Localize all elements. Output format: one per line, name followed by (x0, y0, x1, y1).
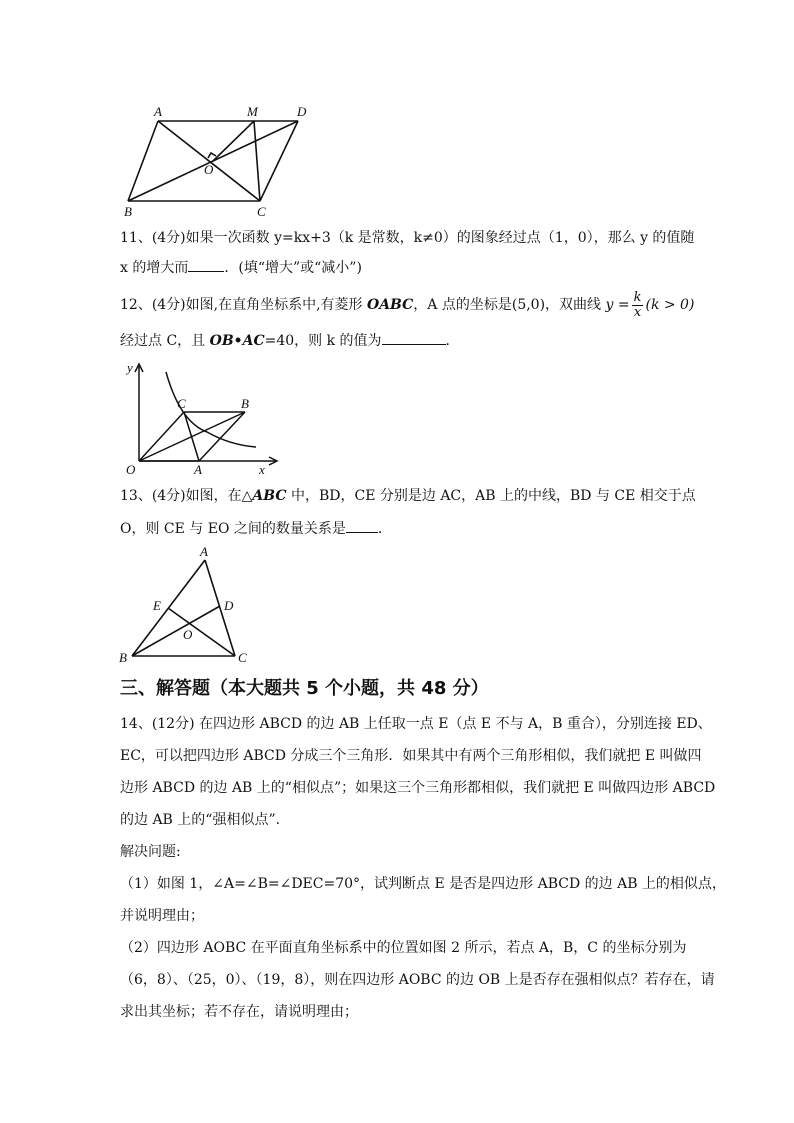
q14-text: 的边 AB 上的“强相似点”. (120, 812, 281, 828)
q14-text: 14、(12分) 在四边形 ABCD 的边 AB 上任取一点 E（点 E 不与 A，B 重合），分别连接 ED、 (120, 716, 712, 732)
q14-text: （6，8）、（25，0）、（19，8），则在四边形 AOBC 的边 OB 上是否存在强相似点？若存在，请 (120, 972, 715, 988)
q14-line7 (120, 906, 680, 926)
label-e: E (153, 598, 161, 613)
label-c: C (257, 204, 266, 219)
triangle-figure (115, 543, 255, 668)
q12-text-mid: ，A 点的坐标是(5,0)，双曲线 (413, 297, 606, 313)
q12-text-prefix: 12、(4分)如图,在直角坐标系中,有菱形 (120, 297, 367, 313)
segment-mb (254, 121, 260, 201)
q14-line8 (120, 938, 687, 958)
q11-line2 (120, 257, 680, 278)
q12-condition: (k > 0) (645, 297, 695, 313)
segment-mo (213, 121, 254, 161)
label-c: C (238, 650, 247, 665)
q14-text: （2）四边形 AOBC 在平面直角坐标系中的位置如图 2 所示，若点 A，B，C 的坐标分别为 (120, 940, 687, 956)
q12-text-2b: =40，则 k 的值为 (264, 333, 382, 349)
label-m: M (247, 104, 258, 119)
q12-fraction-numerator: k (633, 289, 642, 305)
q14-line4 (120, 810, 680, 830)
label-d: D (297, 104, 307, 119)
label-b: B (241, 396, 249, 411)
rhombus-figure (120, 358, 285, 478)
label-x: x (259, 462, 265, 477)
q14-line9 (120, 970, 715, 990)
right-angle-mark (208, 153, 216, 158)
label-o: O (183, 627, 193, 642)
edge-ab (199, 412, 245, 461)
edge-dc (260, 121, 298, 201)
q12-shape-name: OABC (367, 297, 414, 313)
q11-text-1: 11、(4分)如果一次函数 y=kx+3（k 是常数，k≠0）的图象经过点（1，0），那么 y 的值随 (120, 230, 695, 246)
label-b: B (124, 204, 132, 219)
q12-text-2a: 经过点 C，且 (120, 333, 210, 349)
q14-text: 边形 ABCD 的边 AB 上的“相似点”；如果这三个三角形都相似，我们就把 E 叫做四边形 ABCD (120, 780, 716, 796)
parallelogram-figure (120, 102, 320, 220)
q12-line1 (120, 289, 695, 320)
label-b: B (119, 650, 127, 665)
q13-text-1b: 中，BD，CE 分别是边 AC，AB 上的中线，BD 与 CE 相交于点 (286, 488, 696, 504)
q11-answer-blank (188, 257, 224, 272)
q14-text: （1）如图 1，∠A=∠B=∠DEC=70°，试判断点 E 是否是四边形 ABCD 的边 AB 上的相似点， (120, 876, 726, 892)
q12-fraction-denominator: x (633, 304, 642, 320)
q13-text-2b: ． (377, 521, 392, 537)
q13-text-1a: 13、(4分)如图，在△ (120, 488, 253, 504)
q14-text: 解决问题: (120, 844, 181, 860)
q13-answer-blank (346, 518, 378, 533)
q13-line2 (120, 518, 680, 539)
q11-text-2b: ．(填“增大”或“减小”) (224, 260, 362, 276)
q13-text-2a: O，则 CE 与 EO 之间的数量关系是 (120, 521, 346, 537)
label-a: A (194, 462, 202, 477)
q12-product: OB•AC (209, 333, 265, 349)
q12-equation-lhs: y = (605, 297, 630, 313)
q14-line10 (120, 1002, 680, 1022)
q13-line1 (120, 486, 696, 506)
edge-co (139, 412, 184, 461)
q14-line6 (120, 874, 726, 894)
label-a: A (200, 544, 208, 559)
label-d: D (224, 598, 234, 613)
label-a: A (154, 104, 162, 119)
q11-text-2a: x 的增大而 (120, 260, 189, 276)
q13-triangle-name: ABC (252, 488, 287, 504)
q14-text: 并说明理由； (120, 908, 204, 924)
q12-line2 (120, 330, 680, 351)
label-y: y (127, 360, 133, 375)
q12-answer-blank (382, 330, 446, 345)
label-c: C (177, 396, 186, 411)
diagonal-ac (184, 412, 199, 461)
q14-text: EC，可以把四边形 ABCD 分成三个三角形．如果其中有两个三角形相似，我们就把 E 叫做四 (120, 748, 702, 764)
q14-line5 (120, 842, 680, 862)
q14-line1 (120, 714, 712, 734)
q12-text-2c: ． (445, 333, 460, 349)
label-o: O (204, 162, 214, 177)
q14-text: 求出其坐标；若不存在，请说明理由； (120, 1004, 358, 1020)
q14-line2 (120, 746, 702, 766)
diagonal-ac (158, 121, 260, 201)
section-heading: 三、解答题（本大题共 5 个小题，共 48 分） (120, 678, 489, 699)
label-o: O (126, 462, 136, 477)
median-ce (168, 608, 235, 656)
q12-fraction (632, 291, 644, 320)
q11-line1 (120, 228, 695, 248)
q14-line3 (120, 778, 716, 798)
